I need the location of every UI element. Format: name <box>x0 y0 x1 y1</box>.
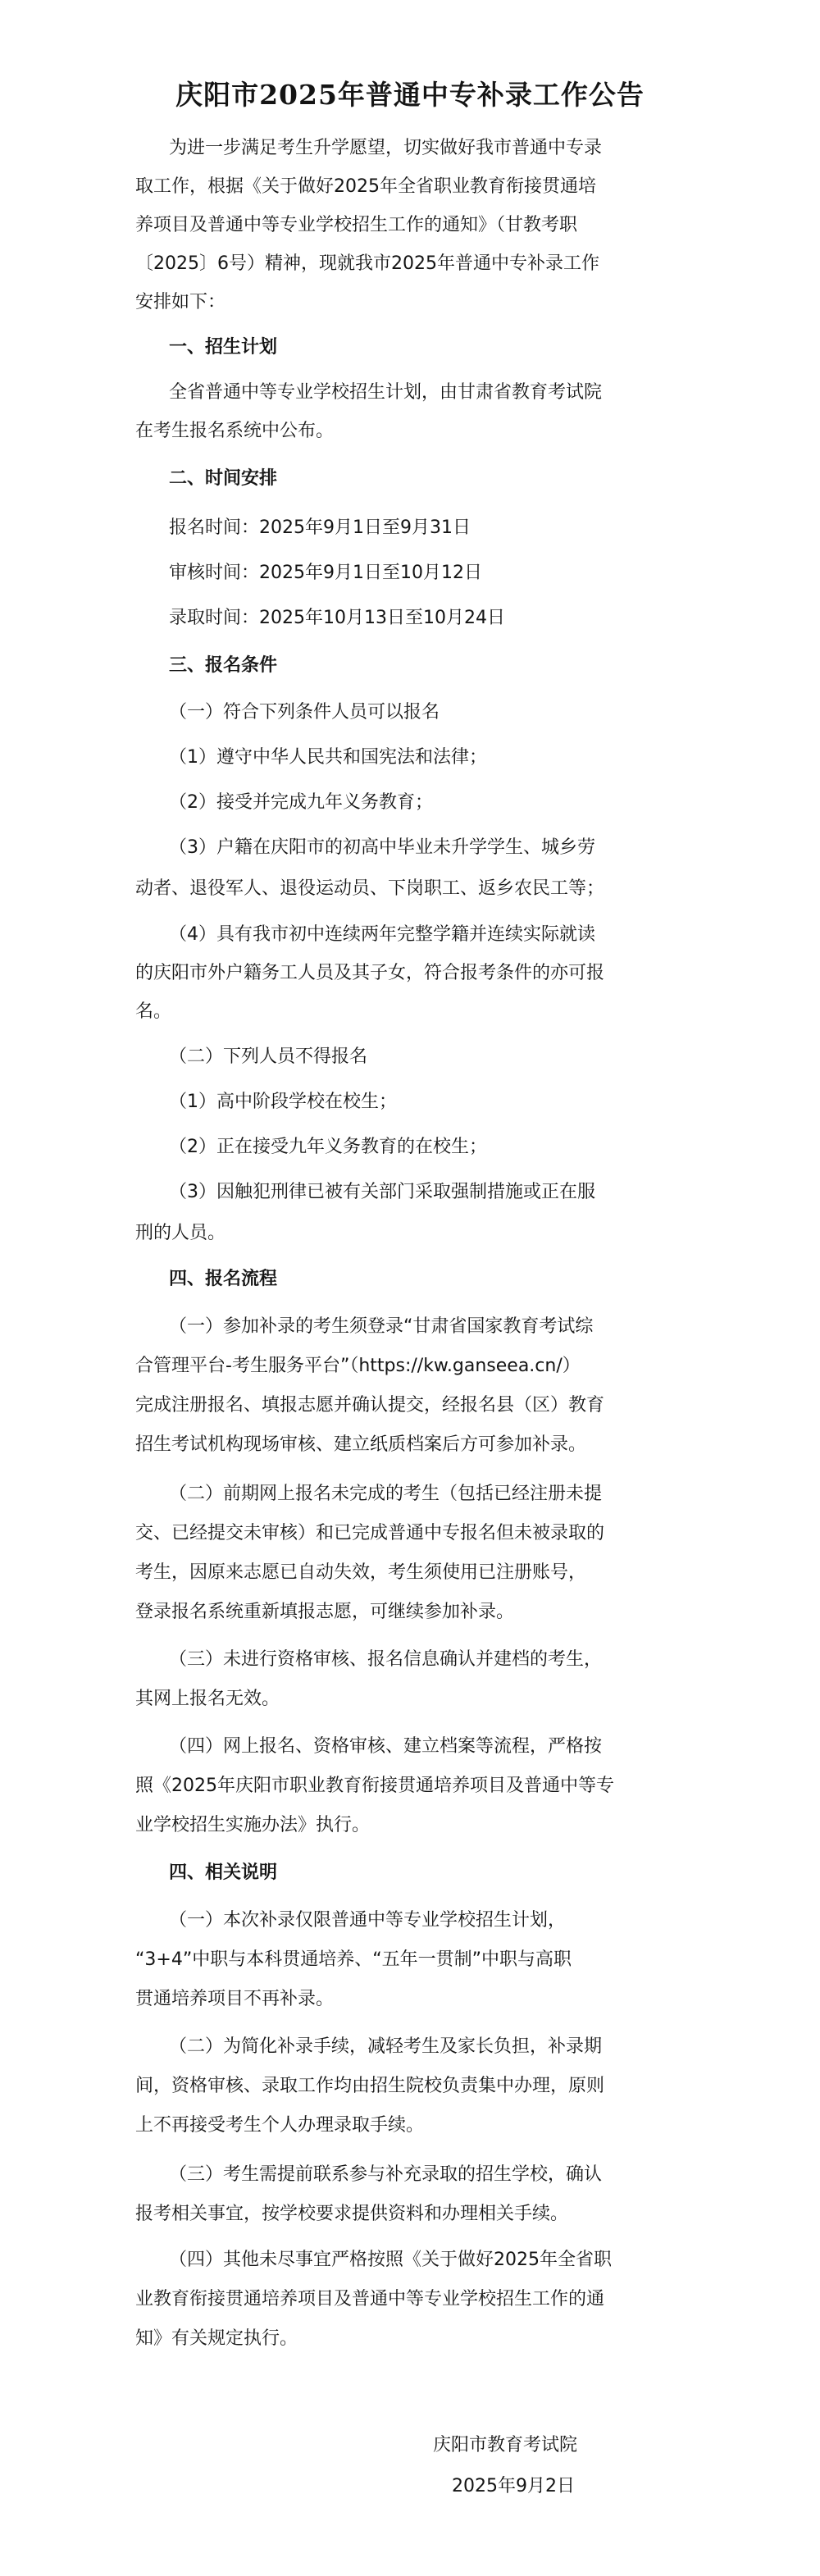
exclusion-item: 刑的人员。 <box>135 1223 226 1243</box>
paragraph-line: 交、已经提交未审核）和已完成普通中专报名但未被录取的 <box>135 1523 605 1543</box>
paragraph-line: （一）本次补录仅限普通中等专业学校招生计划， <box>169 1910 567 1931</box>
paragraph-line: 招生考试机构现场审核、建立纸质档案后方可参加补录。 <box>135 1434 587 1455</box>
section-heading: 四、相关说明 <box>169 1862 278 1883</box>
paragraph-line: 业教育衔接贯通培养项目及普通中等专业学校招生工作的通 <box>135 2289 605 2309</box>
paragraph-line: 间，资格审核、录取工作均由招生院校负责集中办理，原则 <box>135 2076 605 2096</box>
intro-line: 安排如下： <box>135 292 226 312</box>
paragraph-line: 在考生报名系统中公布。 <box>135 421 335 441</box>
exclusion-item: （3）因触犯刑律已被有关部门采取强制措施或正在服 <box>169 1182 595 1202</box>
page-title: 庆阳市2025年普通中专补录工作公告 <box>175 79 645 111</box>
paragraph-line: 上不再接受考生个人办理录取手续。 <box>135 2115 425 2136</box>
signature-date: 2025年9月2日 <box>452 2476 575 2496</box>
paragraph-line: （二）前期网上报名未完成的考生（包括已经注册未提 <box>169 1484 603 1504</box>
condition-item: （3）户籍在庆阳市的初高中毕业未升学学生、城乡劳 <box>169 837 595 858</box>
paragraph-line: （四）网上报名、资格审核、建立档案等流程，严格按 <box>169 1736 603 1757</box>
condition-item: （4）具有我市初中连续两年完整学籍并连续实际就读 <box>169 924 595 945</box>
paragraph-line: 知》有关规定执行。 <box>135 2328 298 2349</box>
exclusion-item: （1）高中阶段学校在校生； <box>169 1092 397 1112</box>
paragraph-line: （三）考生需提前联系参与补充录取的招生学校，确认 <box>169 2164 603 2185</box>
paragraph-line: （三）未进行资格审核、报名信息确认并建档的考生， <box>169 1649 603 1670</box>
paragraph-line: 照《2025年庆阳市职业教育衔接贯通培养项目及普通中等专 <box>135 1776 614 1796</box>
section-heading: 一、招生计划 <box>169 337 278 358</box>
schedule-item: 录取时间：2025年10月13日至10月24日 <box>169 608 505 628</box>
section-heading: 二、时间安排 <box>169 468 278 489</box>
paragraph-line: （二）为简化补录手续，减轻考生及家长负担，补录期 <box>169 2036 603 2057</box>
condition-item: （1）遵守中华人民共和国宪法和法律； <box>169 747 487 768</box>
section-heading: 四、报名流程 <box>169 1269 278 1289</box>
section-heading: 三、报名条件 <box>169 655 278 676</box>
subheading: （一）符合下列条件人员可以报名 <box>169 702 440 723</box>
paragraph-line: 报考相关事宜，按学校要求提供资料和办理相关手续。 <box>135 2204 569 2224</box>
subheading: （二）下列人员不得报名 <box>169 1046 368 1067</box>
paragraph-line: 全省普通中等专业学校招生计划，由甘肃省教育考试院 <box>169 382 603 403</box>
intro-line: 为进一步满足考生升学愿望，切实做好我市普通中专录 <box>169 138 603 158</box>
paragraph-line: （一）参加补录的考生须登录“甘肃省国家教育考试综 <box>169 1316 594 1337</box>
paragraph-line: 完成注册报名、填报志愿并确认提交，经报名县（区）教育 <box>135 1395 605 1416</box>
condition-item: 动者、退役军人、退役运动员、下岗职工、返乡农民工等； <box>135 878 605 899</box>
paragraph-line: 合管理平台-考生服务平台”（https://kw.ganseea.cn/） <box>135 1356 581 1376</box>
condition-item: 名。 <box>135 1001 172 1022</box>
paragraph-line: 贯通培养项目不再补录。 <box>135 1989 335 2009</box>
paragraph-line: 登录报名系统重新填报志愿，可继续参加补录。 <box>135 1602 515 1622</box>
schedule-item: 审核时间：2025年9月1日至10月12日 <box>169 563 482 583</box>
intro-line: 养项目及普通中等专业学校招生工作的通知》（甘教考职 <box>135 215 578 235</box>
intro-line: 取工作，根据《关于做好2025年全省职业教育衔接贯通培 <box>135 176 596 197</box>
signature-org: 庆阳市教育考试院 <box>433 2435 578 2455</box>
paragraph-line: “3+4”中职与本科贯通培养、“五年一贯制”中职与高职 <box>135 1949 572 1970</box>
paragraph-line: 考生，因原来志愿已自动失效，考生须使用已注册账号， <box>135 1562 587 1583</box>
condition-item: （2）接受并完成九年义务教育； <box>169 792 433 813</box>
intro-line: 〔2025〕6号）精神，现就我市2025年普通中专补录工作 <box>135 253 599 274</box>
paragraph-line: 其网上报名无效。 <box>135 1689 280 1709</box>
paragraph-line: 业学校招生实施办法》执行。 <box>135 1815 371 1835</box>
exclusion-item: （2）正在接受九年义务教育的在校生； <box>169 1137 487 1157</box>
schedule-item: 报名时间：2025年9月1日至9月31日 <box>169 517 471 538</box>
condition-item: 的庆阳市外户籍务工人员及其子女，符合报考条件的亦可报 <box>135 963 605 983</box>
paragraph-line: （四）其他未尽事宜严格按照《关于做好2025年全省职 <box>169 2250 612 2270</box>
